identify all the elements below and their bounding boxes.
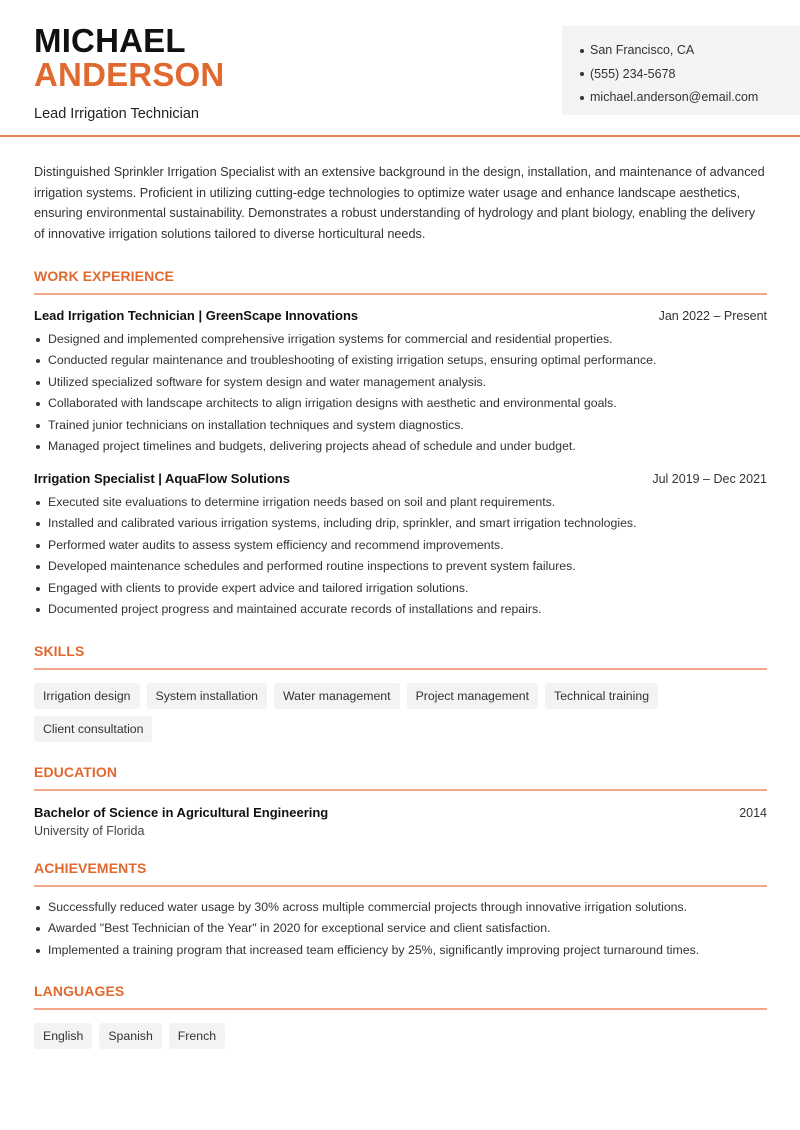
section-languages	[34, 983, 767, 1049]
section-title: WORK EXPERIENCE	[34, 268, 767, 295]
last-name: ANDERSON	[34, 56, 225, 93]
list-item-text: Collaborated with landscape architects to align irrigation designs with aesthetic and environmental goals.	[48, 396, 617, 411]
skill-chip: Irrigation design	[34, 683, 140, 709]
language-chip: French	[169, 1023, 225, 1049]
job-role: Lead Irrigation Technician | GreenScape Innovations	[34, 307, 359, 323]
contact-phone-text: (555) 234-5678	[590, 66, 676, 81]
contact-location	[580, 39, 800, 63]
education-header	[34, 805, 767, 820]
list-item	[34, 599, 767, 621]
bullet-icon	[36, 424, 40, 428]
section-work-experience	[34, 268, 767, 621]
contact-box	[562, 26, 800, 115]
list-item	[34, 329, 767, 351]
section-title: EDUCATION	[34, 764, 767, 791]
list-item	[34, 897, 767, 919]
list-item-text: Trained junior technicians on installation techniques and system diagnostics.	[48, 417, 464, 432]
job-header	[34, 308, 767, 323]
job-entry	[34, 471, 767, 621]
bullet-icon	[36, 906, 40, 910]
bullet-icon	[36, 501, 40, 505]
job-title: Lead Irrigation Technician	[34, 106, 199, 122]
list-item	[34, 415, 767, 437]
bullet-icon	[36, 338, 40, 342]
language-chips	[34, 1023, 767, 1049]
bullet-icon	[36, 544, 40, 548]
language-chip: English	[34, 1023, 92, 1049]
resume-header	[0, 0, 800, 137]
list-item	[34, 513, 767, 535]
list-item	[34, 436, 767, 458]
list-item-text: Documented project progress and maintained accurate records of installations and repairs.	[48, 602, 542, 617]
bullet-icon	[36, 565, 40, 569]
job-entry	[34, 308, 767, 458]
job-header	[34, 471, 767, 486]
skill-chip: Water management	[274, 683, 400, 709]
list-item-text: Utilized specialized software for system design and water management analysis.	[48, 374, 487, 389]
section-title: ACHIEVEMENTS	[34, 860, 767, 887]
list-item-text: Conducted regular maintenance and troubleshooting of existing irrigation setups, ensuring optimal performance.	[48, 353, 657, 368]
list-item	[34, 393, 767, 415]
skill-chip: Technical training	[545, 683, 658, 709]
list-item-text: Installed and calibrated various irrigation systems, including drip, sprinkler, and smart irrigation technologies.	[48, 516, 637, 531]
skill-chip: Client consultation	[34, 716, 152, 742]
contact-email-text: michael.anderson@email.com	[590, 90, 759, 104]
job-date: Jan 2022 – Present	[658, 308, 767, 323]
bullet-icon	[580, 72, 584, 76]
skill-chip: Project management	[407, 683, 538, 709]
contact-phone	[580, 63, 800, 87]
list-item-text: Executed site evaluations to determine irrigation needs based on soil and plant requirements.	[48, 494, 556, 509]
bullet-icon	[36, 359, 40, 363]
list-item	[34, 940, 767, 962]
section-skills	[34, 643, 767, 742]
first-name: MICHAEL	[34, 22, 186, 59]
education-year: 2014	[739, 805, 767, 820]
list-item	[34, 492, 767, 514]
list-item-text: Designed and implemented comprehensive irrigation systems for commercial and residential properties.	[48, 331, 613, 346]
list-item-text: Successfully reduced water usage by 30% across multiple commercial projects through innovative irrigation solutions.	[48, 899, 688, 914]
bullet-icon	[36, 522, 40, 526]
education-school: University of Florida	[34, 823, 145, 838]
list-item	[34, 918, 767, 940]
section-title: LANGUAGES	[34, 983, 767, 1010]
bullet-icon	[36, 949, 40, 953]
section-achievements	[34, 860, 767, 962]
bullet-icon	[36, 445, 40, 449]
language-chip: Spanish	[99, 1023, 161, 1049]
bullet-icon	[36, 927, 40, 931]
name-block	[34, 24, 224, 122]
resume-content	[34, 162, 767, 1049]
list-item	[34, 535, 767, 557]
bullet-icon	[580, 49, 584, 53]
section-education	[34, 764, 767, 838]
bullet-icon	[36, 608, 40, 612]
bullet-icon	[36, 587, 40, 591]
bullet-icon	[580, 96, 584, 100]
job-bullets	[34, 329, 767, 458]
contact-email	[580, 86, 800, 110]
list-item	[34, 578, 767, 600]
achievement-bullets	[34, 897, 767, 962]
skill-chips	[34, 683, 767, 742]
contact-location-text: San Francisco, CA	[590, 43, 695, 57]
list-item-text: Implemented a training program that increased team efficiency by 25%, significantly improving project turnaround times.	[48, 942, 700, 957]
bullet-icon	[36, 402, 40, 406]
section-title: SKILLS	[34, 643, 767, 670]
list-item-text: Awarded "Best Technician of the Year" in 2020 for exceptional service and client satisfaction.	[48, 921, 551, 936]
summary: Distinguished Sprinkler Irrigation Specialist with an extensive background in the design, installation, and maintenance of advanced irrigation systems. Proficient in utilizing cutting-edge technologies to optimize water usage and enhance landscape aesthetics, ensuring environmental sustainability. Demonstrates a robust understanding of hydrology and plant biology, enabling the delivery of innovative irrigation solutions tailored to diverse horticultural needs.	[34, 165, 765, 242]
list-item	[34, 350, 767, 372]
list-item-text: Developed maintenance schedules and performed routine inspections to prevent system failures.	[48, 559, 576, 574]
list-item-text: Performed water audits to assess system efficiency and recommend improvements.	[48, 537, 504, 552]
list-item	[34, 556, 767, 578]
job-bullets	[34, 492, 767, 621]
list-item-text: Engaged with clients to provide expert advice and tailored irrigation solutions.	[48, 580, 469, 595]
list-item-text: Managed project timelines and budgets, delivering projects ahead of schedule and under budget.	[48, 439, 576, 454]
job-date: Jul 2019 – Dec 2021	[652, 471, 767, 486]
job-role: Irrigation Specialist | AquaFlow Solutions	[34, 470, 290, 486]
education-degree: Bachelor of Science in Agricultural Engineering	[34, 804, 329, 820]
skill-chip: System installation	[147, 683, 268, 709]
bullet-icon	[36, 381, 40, 385]
list-item	[34, 372, 767, 394]
